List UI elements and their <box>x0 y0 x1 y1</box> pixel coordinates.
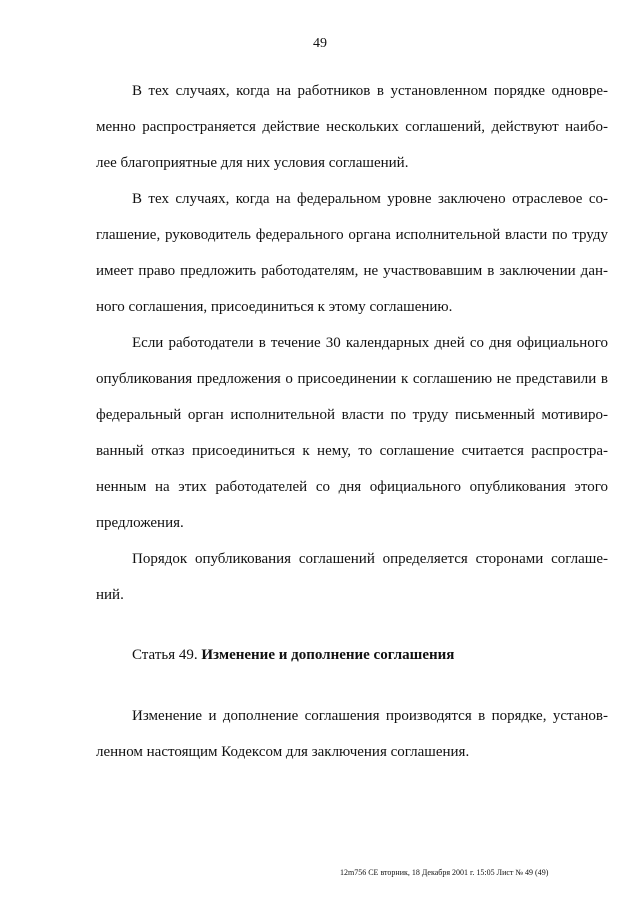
paragraph-2-line-2: глашение, руководитель федерального органа исполнительной власти по труду <box>96 227 608 243</box>
paragraph-3-line-2: опубликования предложения о присоединении к соглашению не представили в <box>96 371 608 387</box>
article-heading <box>132 647 454 664</box>
paragraph-3-line-5: ненным на этих работодателей со дня официального опубликования этого <box>96 479 608 495</box>
article-line-1: Изменение и дополнение соглашения производятся в порядке, установ- <box>132 708 608 724</box>
paragraph-3-line-3: федеральный орган исполнительной власти по труду письменный мотивиро- <box>96 407 608 423</box>
paragraph-1-line-1: В тех случаях, когда на работников в установленном порядке одновре- <box>132 83 608 99</box>
paragraph-3-line-6: предложения. <box>96 515 184 531</box>
paragraph-2-line-4: ного соглашения, присоединиться к этому соглашению. <box>96 299 453 315</box>
article-prefix: Статья 49. <box>132 647 202 663</box>
page-footer: 12m756 СЕ вторник, 18 Декабря 2001 г. 15:05 Лист № 49 (49) <box>340 868 549 877</box>
paragraph-3-line-1: Если работодатели в течение 30 календарных дней со дня официального <box>132 335 608 351</box>
paragraph-1-line-3: лее благоприятные для них условия соглашений. <box>96 155 409 171</box>
paragraph-4-line-2: ний. <box>96 587 124 603</box>
paragraph-3-line-4: ванный отказ присоединиться к нему, то соглашение считается распростра- <box>96 443 608 459</box>
paragraph-4-line-1: Порядок опубликования соглашений определяется сторонами соглаше- <box>132 551 608 567</box>
paragraph-2-line-1: В тех случаях, когда на федеральном уровне заключено отраслевое со- <box>132 191 608 207</box>
article-line-2: ленном настоящим Кодексом для заключения соглашения. <box>96 744 470 760</box>
paragraph-1-line-2: менно распространяется действие нескольких соглашений, действуют наибо- <box>96 119 608 135</box>
paragraph-2-line-3: имеет право предложить работодателям, не участвовавшим в заключении дан- <box>96 263 608 279</box>
article-title: Изменение и дополнение соглашения <box>201 647 455 663</box>
page-number: 49 <box>313 36 327 51</box>
